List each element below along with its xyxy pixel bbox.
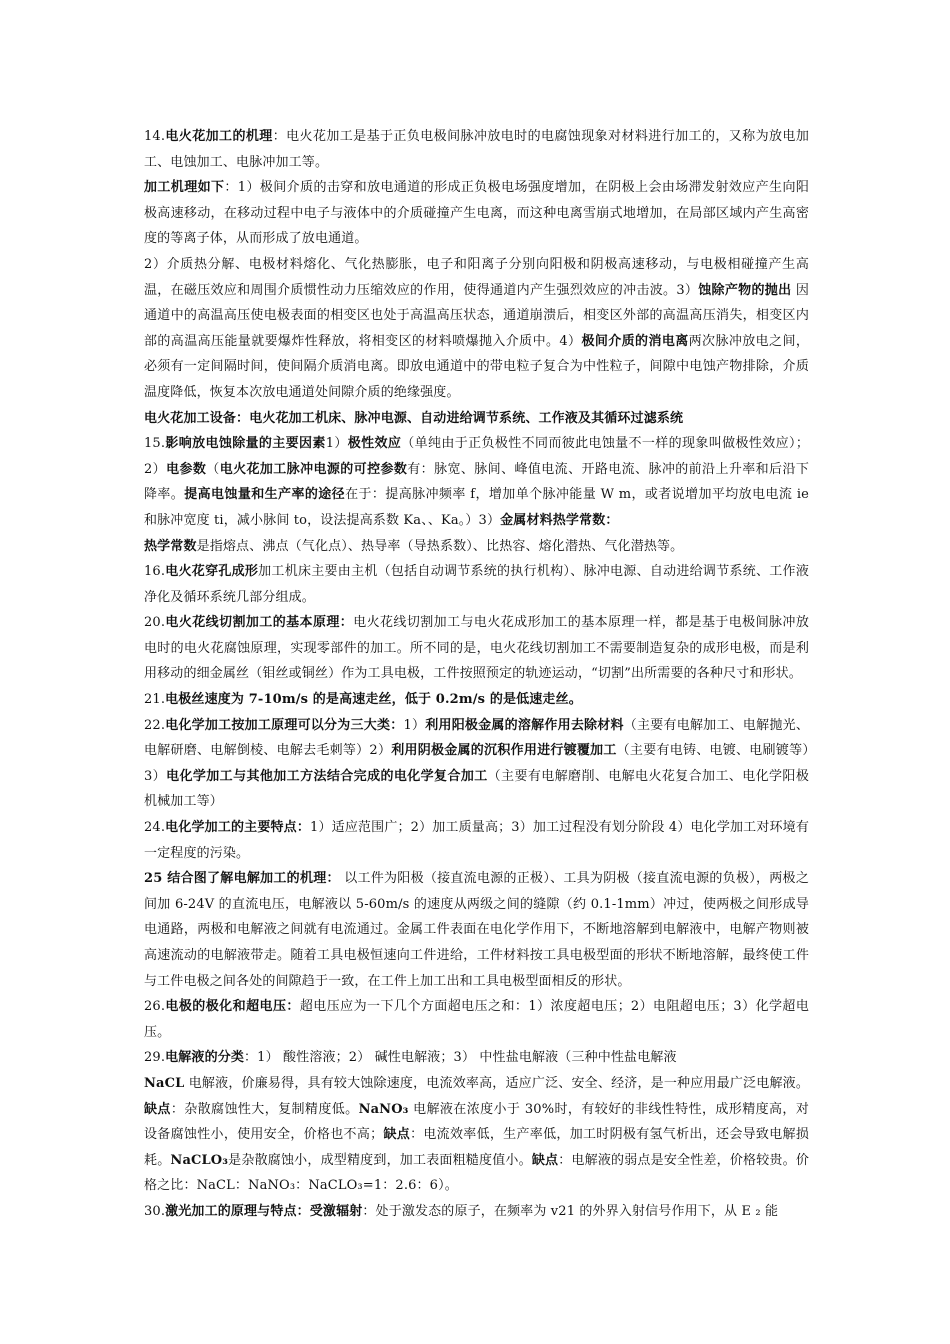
bold-text-run: 提高电蚀量和生产率的途径 <box>184 487 346 503</box>
text-run: ：1）极间介质的击穿和放电通道的形成正负极电场强度增加，在阴极上会由场滞发射效应产生向阳极高速移动，在移动过程中电子与液体中的介质碰撞产生电离，而这种电离雪崩式地增加，在局部区域内产生高密度的等离子体，从而形成了放电通道。 <box>144 180 810 247</box>
text-run: 24. <box>144 820 166 836</box>
document-page <box>144 124 809 1225</box>
bold-text-run: NaNO₃ <box>358 1101 409 1117</box>
text-run: 在于：提高脉冲频率 f，增加单个脉冲能量 W m，或者说增加平均放电电流 ie 和脉冲宽度 ti，减小脉间 to，设法提高系数 Ka、、Ka。）3） <box>144 487 809 528</box>
text-run: （主要有电解磨削、电解电火花复合加工、电化学阳极机械加工等） <box>144 768 809 810</box>
bold-text-run: 电火花加工脉冲电源的可控参数 <box>219 461 408 477</box>
paragraph <box>144 994 809 1045</box>
text-run: 以工件为阳极（接直流电源的正极）、工具为阴极（接直流电源的负极），两极之间加 6-24V 的直流电压，电解液以 5-60m/s 的速度从两级之间的缝隙（约 0.1-1mm）冲过，使两极之间形成导电通路，两极和电解液之间就有电流通过。金属工件表面在电化学作用下，不断地溶解到电解液中，电解产物则被高速流动的电解液带走。随着工具电极恒速向工件进给，工件材料按工具电极型面的形状不断地溶解，最终使工件与工件电极之间各处的间隙趋于一致，在工件上加工出和工具电极型面相反的形状。 <box>144 871 809 989</box>
paragraph <box>144 1045 809 1071</box>
text-run: 是指熔点、沸点（气化点）、热导率（导热系数）、比热容、熔化潜热、气化潜热等。 <box>196 538 684 554</box>
text-run: 20. <box>144 615 166 631</box>
text-run: （主要有电解加工、电解抛光、电解研磨、电解倒棱、电解去毛刺等）2） <box>144 717 809 759</box>
bold-text-run: 电火花穿孔成形 <box>165 564 259 580</box>
bold-text-run: 电火花加工的机理 <box>165 129 273 144</box>
bold-text-run: 缺点 <box>383 1127 411 1143</box>
text-run: 电解液在浓度小于 30%时，有较好的非线性特性，成形精度高，对设备腐蚀性小，使用安全，价格也不高； <box>144 1101 809 1143</box>
paragraph <box>144 252 809 406</box>
bold-text-run: 激光加工的原理与特点：受激辐射 <box>165 1203 363 1219</box>
paragraph <box>144 815 809 866</box>
bold-text-run: 极间介质的消电离 <box>581 333 689 349</box>
text-run: 是杂散腐蚀小，成型精度到，加工表面粗糙度值小。 <box>228 1152 532 1168</box>
bold-text-run: 电极的极化和超电压： <box>165 999 300 1015</box>
text-run: 超电压应为一下几个方面超电压之和：1）浓度超电压；2）电阻超电压；3）化学超电压。 <box>144 999 809 1040</box>
text-run: 29. <box>144 1050 166 1066</box>
paragraph <box>144 559 809 610</box>
paragraph <box>144 124 809 175</box>
text-run: 14. <box>144 129 166 144</box>
bold-text-run: 蚀除产物的抛出 <box>698 282 792 298</box>
bold-text-run: 电火花加工设备：电火花加工机床、脉冲电源、自动进给调节系统、工作液及其循环过滤系统 <box>144 410 684 426</box>
paragraph <box>144 1199 809 1225</box>
bold-text-run: NaCLO₃ <box>170 1152 229 1168</box>
bold-text-run: 25 结合图了解电解加工的机理： <box>144 871 340 887</box>
paragraph <box>144 431 809 533</box>
bold-text-run: 电火花线切割加工的基本原理： <box>165 615 354 631</box>
text-run: 2）介质热分解、电极材料熔化、气化热膨胀，电子和阳离子分别向阳极和阴极高速移动，与电极相碰撞产生高温，在磁压效应和周围介质惯性动力压缩效应的作用，使得通道内产生强烈效应的冲击波。3） <box>144 256 809 298</box>
text-run: （ <box>206 461 220 477</box>
bold-text-run: 利用阳极金属的溶解作用去除材料 <box>425 717 624 733</box>
paragraph <box>144 866 809 994</box>
bold-text-run: 电参数 <box>166 461 207 477</box>
paragraph <box>144 534 809 560</box>
bold-text-run: 电极丝速度为 7-10m/s 的是高速走丝，低于 0.2m/s 的是低速走丝。 <box>165 692 582 708</box>
text-run: 两次脉冲放电之间，必须有一定间隔时间，使间隔介质消电离。即放电通道中的带电粒子复合为中性粒子，间隙中电蚀产物排除，介质温度降低，恢复本次放电通道处间隙介质的绝缘强度。 <box>144 333 809 400</box>
text-run: 有：脉宽、脉间、峰值电流、开路电流、脉冲的前沿上升率和后沿下降率。 <box>144 461 809 503</box>
text-run: 电火花线切割加工与电火花成形加工的基本原理一样，都是基于电极间脉冲放电时的电火花腐蚀原理，实现零部件的加工。所不同的是，电火花线切割加工不需要制造复杂的成形电极，而是利用移动的细金属丝（钼丝或铜丝）作为工具电极，工件按照预定的轨迹运动，“切割”出所需要的各种尺寸和形状。 <box>144 615 809 682</box>
bold-text-run: 利用阴极金属的沉积作用进行镀覆加工 <box>391 743 617 759</box>
paragraph <box>144 610 809 687</box>
bold-text-run: 影响放电蚀除量的主要因素 <box>165 436 326 452</box>
bold-text-run: 缺点 <box>531 1152 559 1168</box>
text-run: 加工机床主要由主机（包括自动调节系统的执行机构）、脉冲电源、自动进给调节系统、工作液净化及循环系统几部分组成。 <box>144 564 809 605</box>
text-run: 15. <box>144 436 166 452</box>
bold-text-run: 电化学加工与其他加工方法结合完成的电化学复合加工 <box>166 768 488 784</box>
text-run: 电解液，价廉易得，具有较大蚀除速度，电流效率高，适应广泛、安全、经济，是一种应用最广泛电解液。 <box>184 1075 809 1091</box>
paragraph <box>144 1071 809 1199</box>
text-run: 16. <box>144 564 166 580</box>
text-run: ：电火花加工是基于正负电极间脉冲放电时的电腐蚀现象对材料进行加工的，又称为放电加工、电蚀加工、电脉冲加工等。 <box>144 129 809 170</box>
text-run: （主要有电铸、电镀、电刷镀等）3） <box>144 743 809 784</box>
text-run: ：处于激发态的原子，在频率为 v21 的外界入射信号作用下，从 E ₂ 能 <box>362 1203 779 1219</box>
bold-text-run: 极性效应 <box>347 436 402 452</box>
text-run: 30. <box>144 1203 166 1219</box>
text-run: ：电解液的弱点是安全性差，价格较贵。价格之比：NaCL：NaNO₃：NaCLO₃=1：2.6：6）。 <box>144 1152 809 1194</box>
paragraph <box>144 713 809 815</box>
paragraph <box>144 406 809 432</box>
text-run: 1） <box>325 436 348 452</box>
text-run: ：电流效率低，生产率低，加工时阴极有氢气析出，还会导致电解损耗。 <box>144 1127 809 1168</box>
text-run: 1）适应范围广；2）加工质量高；3）加工过程没有划分阶段 4）电化学加工对环境有一定程度的污染。 <box>144 820 810 861</box>
bold-text-run: 金属材料热学常数： <box>500 512 619 528</box>
bold-text-run: 加工机理如下 <box>144 180 225 196</box>
bold-text-run: 缺点 <box>144 1101 171 1117</box>
text-run: ：1） 酸性溶液；2） 碱性电解液；3） 中性盐电解液（三种中性盐电解液 <box>244 1050 677 1066</box>
text-run: 1） <box>403 717 426 733</box>
text-run: 因通道中的高温高压使电极表面的相变区也处于高温高压状态，通道崩溃后，相变区外部的高温高压消失，相变区内部的高温高压能量就要爆炸性释放，将相变区的材料喷爆抛入介质中。4） <box>144 282 809 349</box>
paragraph <box>144 687 809 713</box>
paragraph <box>144 175 809 252</box>
bold-text-run: 电化学加工的主要特点： <box>165 820 311 836</box>
text-run: 21. <box>144 692 166 708</box>
bold-text-run: 电解液的分类 <box>165 1050 245 1066</box>
text-run: ：杂散腐蚀性大，复制精度低。 <box>170 1101 359 1117</box>
text-run: （单纯由于正负极性不同而彼此电蚀量不一样的现象叫做极性效应）；2） <box>144 436 809 477</box>
text-run: 26. <box>144 999 166 1015</box>
bold-text-run: 热学常数 <box>144 538 197 554</box>
text-run: 22. <box>144 717 166 733</box>
bold-text-run: NaCL <box>144 1075 185 1091</box>
bold-text-run: 电化学加工按加工原理可以分为三大类： <box>165 717 404 733</box>
